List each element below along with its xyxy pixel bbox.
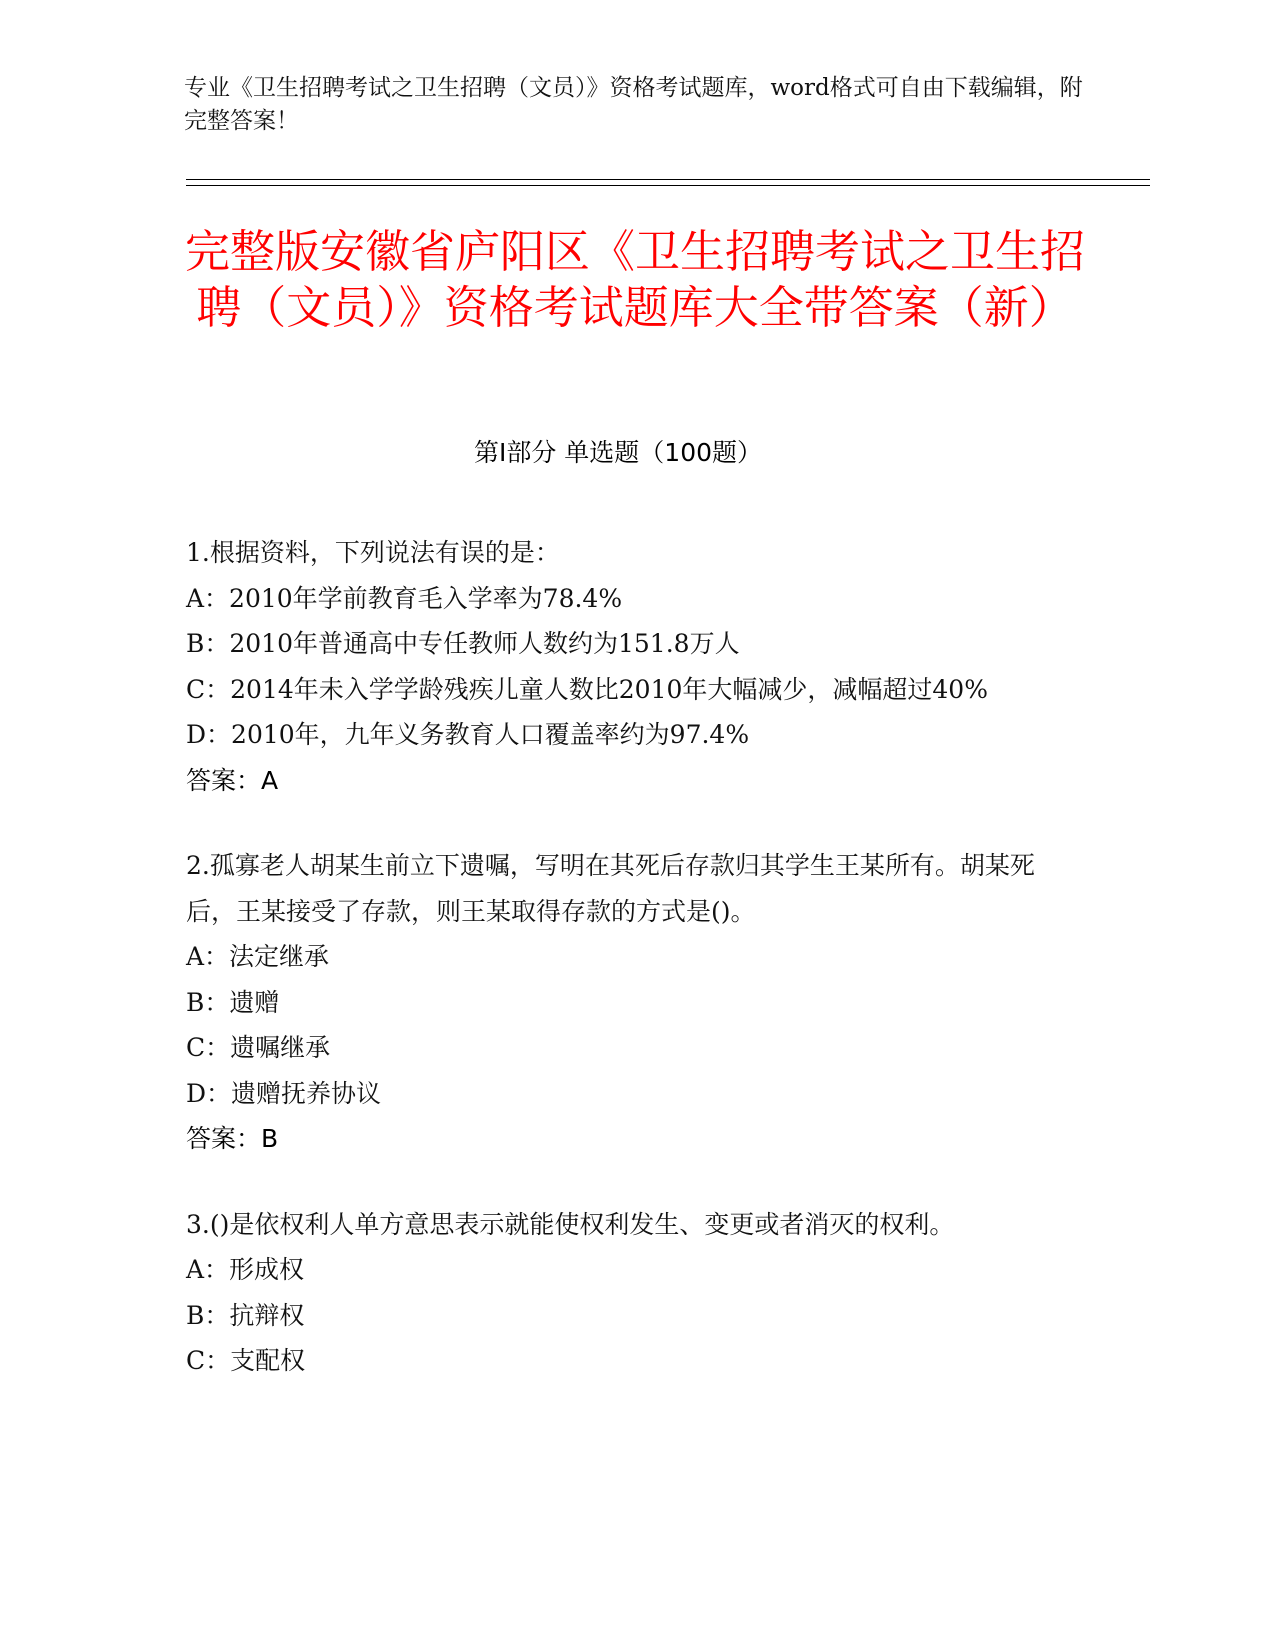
question-3: [186, 1202, 1066, 1384]
option-d: D：遗赠抚养协议: [186, 1078, 382, 1108]
option-c: C：2014年未入学学龄残疾儿童人数比2010年大幅减少，减幅超过40%: [186, 674, 988, 704]
option-a: A：形成权: [186, 1255, 305, 1284]
option-d: D：2010年，九年义务教育人口覆盖率约为97.4%: [186, 720, 750, 749]
option-b: B：遗赠: [186, 987, 280, 1017]
header-rule-top: [186, 179, 1150, 180]
question-list: [186, 530, 1066, 1424]
option-b: B：抗辩权: [186, 1300, 305, 1330]
option-c: C：支配权: [186, 1346, 306, 1375]
header-note: 专业《卫生招聘考试之卫生招聘（文员）》资格考试题库，word格式可自由下载编辑，附完整答案！: [184, 75, 1083, 134]
answer: 答案：B: [186, 1124, 279, 1153]
question-1: [186, 530, 1066, 803]
option-c: C：遗嘱继承: [186, 1033, 331, 1062]
option-a: A：法定继承: [186, 942, 330, 971]
option-a: A：2010年学前教育毛入学率为78.4%: [186, 583, 623, 613]
document-title: 完整版安徽省庐阳区《卫生招聘考试之卫生招聘（文员）》资格考试题库大全带答案（新）: [184, 225, 1085, 334]
question-stem: 2.孤寡老人胡某生前立下遗嘱，写明在其死后存款归其学生王某所有。胡某死后，王某接受了存款，则王某取得存款的方式是()。: [186, 851, 1035, 926]
option-b: B：2010年普通高中专任教师人数约为151.8万人: [186, 629, 740, 658]
question-stem: 1.根据资料，下列说法有误的是：: [186, 538, 560, 567]
question-2: [186, 843, 1066, 1162]
header-rule-bottom: [186, 185, 1150, 186]
section-heading: 第Ⅰ部分 单选题（100题）: [473, 438, 763, 467]
question-stem: 3.()是依权利人单方意思表示就能使权利发生、变更或者消灭的权利。: [186, 1209, 955, 1239]
answer: 答案：A: [186, 765, 279, 795]
